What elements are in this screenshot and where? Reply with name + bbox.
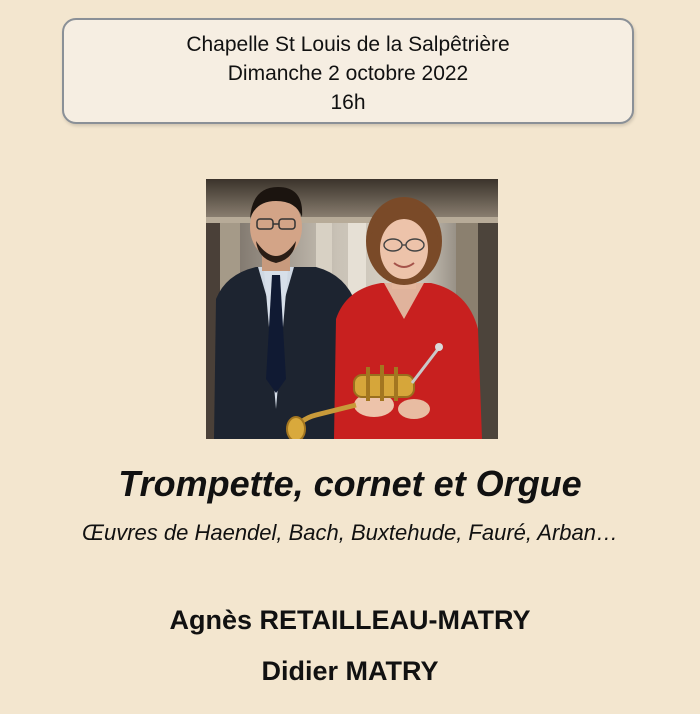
- concert-title: Trompette, cornet et Orgue: [118, 463, 582, 504]
- musicians-photo: [206, 179, 498, 439]
- performer-name: Agnès RETAILLEAU-MATRY: [169, 605, 531, 635]
- venue-info-box: [62, 18, 634, 124]
- venue-name: Chapelle St Louis de la Salpêtrière: [186, 33, 510, 56]
- performer-name: Didier MATRY: [261, 656, 439, 686]
- concert-date: Dimanche 2 octobre 2022: [227, 62, 469, 85]
- concert-time: 16h: [330, 91, 366, 114]
- musicians-photo-icon: [206, 179, 498, 439]
- concert-works: Œuvres de Haendel, Bach, Buxtehude, Fauré, Arban…: [81, 520, 619, 545]
